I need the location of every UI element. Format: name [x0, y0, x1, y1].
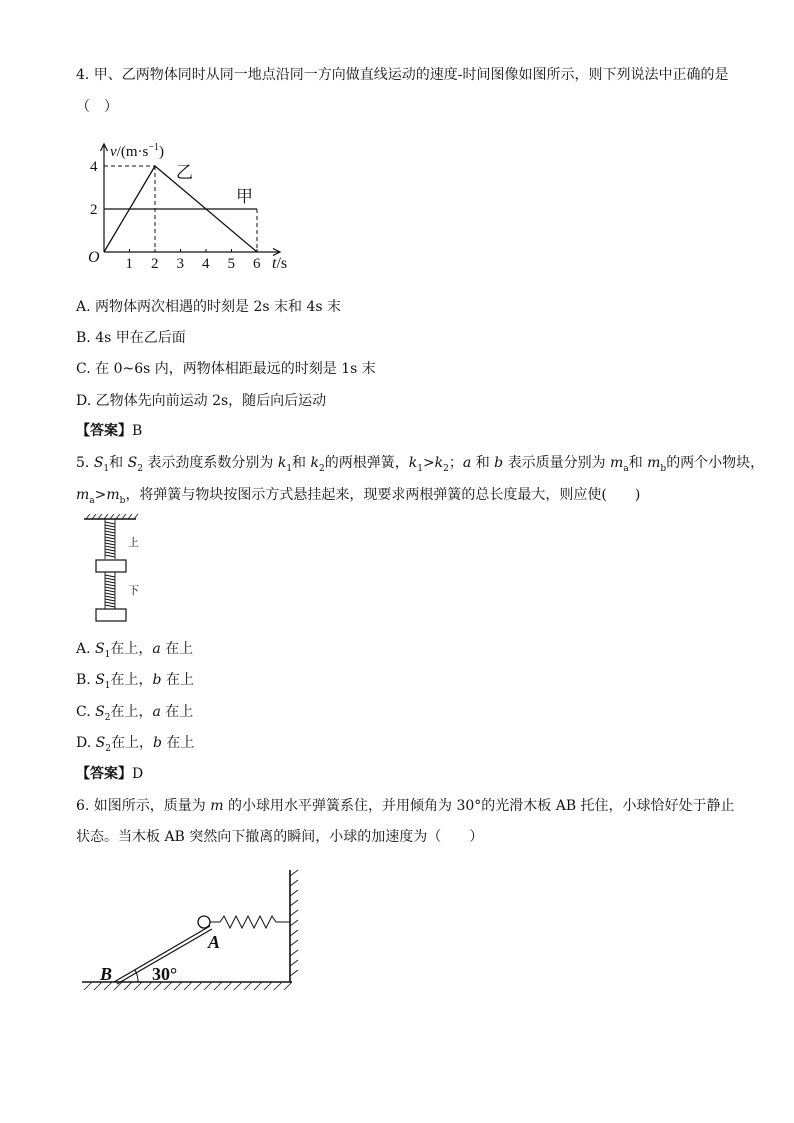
q4-answer-value: B — [132, 423, 143, 439]
q5-lower-spring — [105, 572, 115, 609]
q5-option-a: A. $S_1$在上，a 在上 — [76, 641, 194, 660]
q5-stem-line1: 5. $S_1$和 $S_2$ 表示劲度系数分别为 $k_1$和 $k_2$的两根弹簧，$k_1>k_2$；a 和 b 表示质量分别为 $m_a$和 $m_b$的两个小物块， — [76, 455, 765, 474]
q4-y-axis-label: $v/(m\cdot s^{-1})$ — [110, 142, 164, 160]
q5-option-c: C. $S_2$在上，a 在上 — [76, 704, 194, 723]
q4-x-axis-label: t/s — [272, 255, 288, 272]
q4-series-jia-label: 甲 — [236, 187, 253, 206]
q5-option-d: D. $S_2$在上，b 在上 — [76, 735, 195, 754]
q5-option-b: B. $S_1$在上，b 在上 — [76, 672, 194, 691]
q5-answer-value: D — [132, 766, 144, 782]
q4-option-c: C. 在 0~6s 内，两物体相距最远的时刻是 1s 末 — [76, 361, 376, 377]
q5-stem-line2: $m_a>m_b$，将弹簧与物块按图示方式悬挂起来，现要求两根弹簧的总长度最大，则应使( ) — [76, 487, 641, 506]
q4-y-tick-label-2: 2 — [90, 202, 98, 218]
q6-label-a: A — [208, 932, 221, 952]
q4-series-yi-label: 乙 — [176, 163, 193, 182]
q4-x-tick-label-1: 1 — [125, 256, 133, 272]
q4-origin-label: O — [88, 249, 100, 266]
q4-x-tick-label-6: 6 — [253, 256, 261, 272]
q4-option-a: A. 两物体两次相遇的时刻是 2s 末和 4s 末 — [76, 299, 341, 315]
q4-stem-line2: （ ） — [76, 99, 118, 115]
q5-upper-spring — [105, 519, 115, 559]
q6-stem-line1: 6. 如图所示，质量为 m 的小球用水平弹簧系住，并用倾角为 30°的光滑木板 AB 托住，小球恰好处于静止 — [76, 798, 735, 814]
q5-label-bottom: 下 — [128, 585, 139, 597]
q4-answer-tag: 【答案】 — [76, 423, 132, 439]
q4-x-tick-label-4: 4 — [202, 256, 210, 272]
q6-ball — [198, 916, 210, 928]
q5-upper-block — [96, 560, 126, 572]
q5-lower-block — [96, 609, 126, 621]
q5-answer-tag: 【答案】 — [76, 766, 132, 782]
q5-spring-figure — [84, 514, 164, 624]
q5-label-top: 上 — [128, 537, 139, 549]
q6-label-b: B — [100, 964, 113, 984]
q4-stem-line1: 4. 甲、乙两物体同时从同一地点沿同一方向做直线运动的速度-时间图像如图所示，则下列说法中正确的是 — [76, 67, 729, 83]
q6-spring — [210, 916, 290, 928]
q4-answer — [76, 422, 142, 440]
q4-x-tick-label-5: 5 — [227, 256, 235, 272]
q6-stem-line2: 状态。当木板 AB 突然向下撤离的瞬间，小球的加速度为（ ） — [76, 829, 484, 845]
q4-option-b: B. 4s 甲在乙后面 — [76, 330, 186, 346]
q4-vt-graph — [84, 134, 314, 278]
q4-x-tick-label-2: 2 — [151, 256, 159, 272]
q6-incline-figure — [80, 866, 316, 1000]
q4-y-tick-label-4: 4 — [90, 159, 98, 175]
q5-answer — [76, 765, 143, 783]
q4-option-d: D. 乙物体先向前运动 2s，随后向后运动 — [76, 393, 327, 409]
q6-label-angle: 30° — [152, 964, 178, 984]
q4-x-tick-label-3: 3 — [176, 256, 184, 272]
